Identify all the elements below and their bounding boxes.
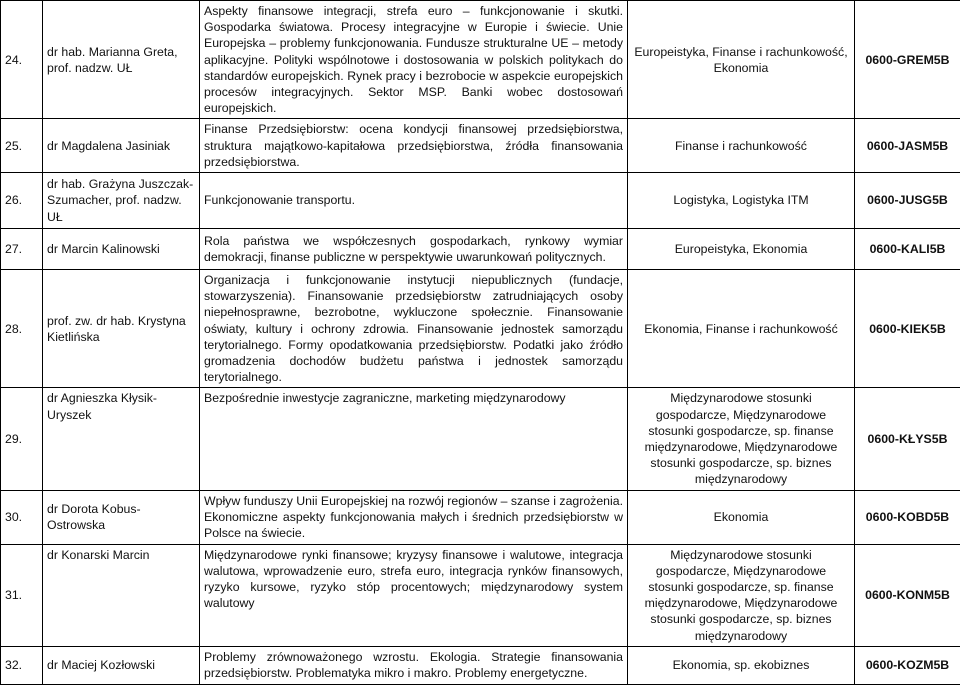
course-code: 0600-KONM5B bbox=[855, 544, 960, 646]
row-number: 26. bbox=[1, 173, 43, 229]
table-row bbox=[1, 119, 960, 173]
table-row bbox=[1, 646, 960, 684]
supervisor-name: dr Marcin Kalinowski bbox=[43, 229, 200, 270]
course-code: 0600-KOZM5B bbox=[855, 646, 960, 684]
table-row bbox=[1, 229, 960, 270]
row-number: 31. bbox=[1, 544, 43, 646]
department: Ekonomia bbox=[628, 490, 855, 544]
supervisor-name: dr hab. Marianna Greta, prof. nadzw. UŁ bbox=[43, 1, 200, 119]
thesis-topics: Finanse Przedsiębiorstw: ocena kondycji finansowej przedsiębiorstwa, struktura majątkowo-kapitałowa przedsiębiorstwa, źródła finansowania przedsiębiorstwa. bbox=[200, 119, 628, 173]
course-code: 0600-JASM5B bbox=[855, 119, 960, 173]
thesis-topics: Funkcjonowanie transportu. bbox=[200, 173, 628, 229]
supervisor-name: prof. zw. dr hab. Krystyna Kietlińska bbox=[43, 270, 200, 388]
course-code: 0600-KALI5B bbox=[855, 229, 960, 270]
course-code: 0600-GREM5B bbox=[855, 1, 960, 119]
supervisor-name: dr Dorota Kobus-Ostrowska bbox=[43, 490, 200, 544]
supervisor-name: dr Agnieszka Kłysik-Uryszek bbox=[43, 388, 200, 490]
row-number: 25. bbox=[1, 119, 43, 173]
row-number: 27. bbox=[1, 229, 43, 270]
supervisor-name: dr Magdalena Jasiniak bbox=[43, 119, 200, 173]
row-number: 30. bbox=[1, 490, 43, 544]
row-number: 32. bbox=[1, 646, 43, 684]
table-row bbox=[1, 388, 960, 490]
table-row bbox=[1, 173, 960, 229]
table-row bbox=[1, 270, 960, 388]
department: Międzynarodowe stosunki gospodarcze, Międzynarodowe stosunki gospodarcze, sp. finanse międzynarodowe, Międzynarodowe stosunki gospodarcze, sp. biznes międzynarodowy bbox=[628, 544, 855, 646]
department: Finanse i rachunkowość bbox=[628, 119, 855, 173]
supervisor-name: dr Konarski Marcin bbox=[43, 544, 200, 646]
table-row bbox=[1, 1, 960, 119]
row-number: 28. bbox=[1, 270, 43, 388]
thesis-topics: Wpływ funduszy Unii Europejskiej na rozwój regionów – szanse i zagrożenia. Ekonomiczne aspekty funkcjonowania małych i średnich przedsiębiorstw w Polsce na świecie. bbox=[200, 490, 628, 544]
course-code: 0600-KIEK5B bbox=[855, 270, 960, 388]
thesis-topics: Aspekty finansowe integracji, strefa euro – funkcjonowanie i skutki. Gospodarka światowa. Procesy integracyjne w Europie i świecie. Unie Europejska – problemy funkcjonowania. Fundusze strukturalne UE – metody aplikacyjne. Polityki wspólnotowe i dostosowania w polskich politykach do standardów europejskich. Rynek pracy i bezrobocie w aspekcie europejskich procesów integracyjnych. Sektor MSP. Banki wobec dostosowań europejskich. bbox=[200, 1, 628, 119]
department: Logistyka, Logistyka ITM bbox=[628, 173, 855, 229]
thesis-topics: Problemy zrównoważonego wzrostu. Ekologia. Strategie finansowania przedsiębiorstw. Problematyka mikro i makro. Problemy energetyczne. bbox=[200, 646, 628, 684]
supervisor-name: dr Maciej Kozłowski bbox=[43, 646, 200, 684]
department: Międzynarodowe stosunki gospodarcze, Międzynarodowe stosunki gospodarcze, sp. finanse międzynarodowe, Międzynarodowe stosunki gospodarcze, sp. biznes międzynarodowy bbox=[628, 388, 855, 490]
department: Europeistyka, Finanse i rachunkowość, Ekonomia bbox=[628, 1, 855, 119]
table-row bbox=[1, 544, 960, 646]
course-code: 0600-KOBD5B bbox=[855, 490, 960, 544]
thesis-topics: Międzynarodowe rynki finansowe; kryzysy finansowe i walutowe, integracja walutowa, wprowadzenie euro, strefa euro, integracja rynków finansowych, ryzyko kursowe, ryzyko stóp procentowych; międzynarodowy system walutowy bbox=[200, 544, 628, 646]
course-code: 0600-KŁYS5B bbox=[855, 388, 960, 490]
row-number: 24. bbox=[1, 1, 43, 119]
thesis-topics: Rola państwa we współczesnych gospodarkach, rynkowy wymiar demokracji, finanse publiczne w perspektywie uwarunkowań politycznych. bbox=[200, 229, 628, 270]
course-code: 0600-JUSG5B bbox=[855, 173, 960, 229]
supervisor-name: dr hab. Grażyna Juszczak-Szumacher, prof. nadzw. UŁ bbox=[43, 173, 200, 229]
department: Ekonomia, Finanse i rachunkowość bbox=[628, 270, 855, 388]
department: Ekonomia, sp. ekobiznes bbox=[628, 646, 855, 684]
thesis-topics: Organizacja i funkcjonowanie instytucji niepublicznych (fundacje, stowarzyszenia). Finansowanie przedsiębiorstw zatrudniających osoby niepełnosprawne, bezrobotne, wykluczone społecznie. Finansowanie oświaty, kultury i ochrony zdrowia. Finansowanie jednostek samorządu terytorialnego. Formy opodatkowania przedsiębiorstw. Podatki jako źródło gromadzenia dochodów budżetu państwa i jednostek samorządu terytorialnego. bbox=[200, 270, 628, 388]
table-row bbox=[1, 490, 960, 544]
row-number: 29. bbox=[1, 388, 43, 490]
thesis-topics: Bezpośrednie inwestycje zagraniczne, marketing międzynarodowy bbox=[200, 388, 628, 490]
department: Europeistyka, Ekonomia bbox=[628, 229, 855, 270]
